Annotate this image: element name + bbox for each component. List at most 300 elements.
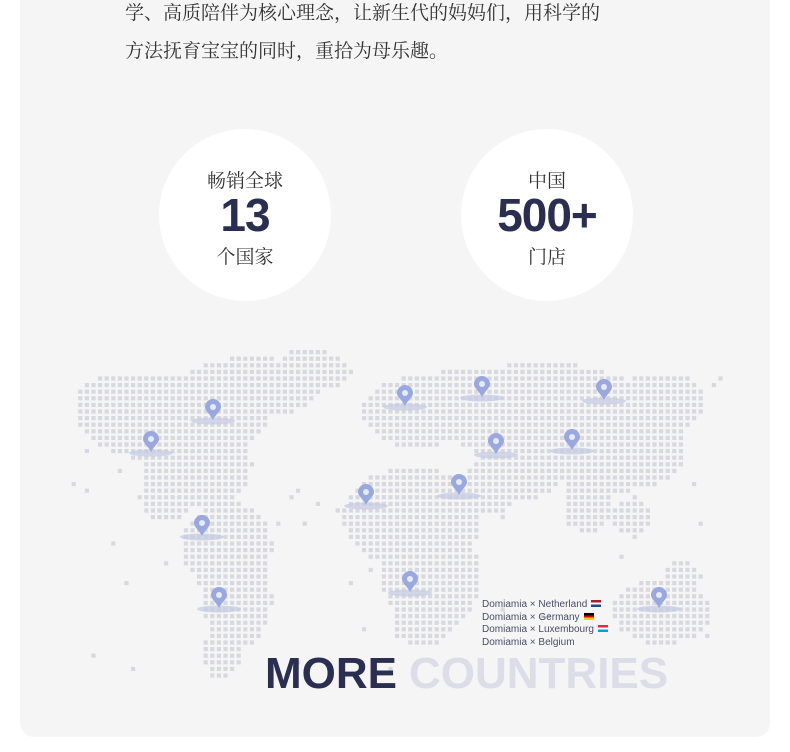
map-dot xyxy=(263,588,267,592)
map-dot xyxy=(468,442,472,446)
map-dot xyxy=(421,502,425,506)
map-dot xyxy=(237,561,241,565)
map-dot xyxy=(468,574,472,578)
map-dot xyxy=(171,489,175,493)
map-dot xyxy=(362,548,366,552)
map-dot xyxy=(85,396,89,400)
map-dot xyxy=(138,436,142,440)
map-dot xyxy=(626,416,630,420)
map-dot xyxy=(230,640,234,644)
map-dot xyxy=(230,363,234,367)
map-dot xyxy=(223,640,227,644)
map-dot xyxy=(98,409,102,413)
map-dot xyxy=(85,489,89,493)
map-dot xyxy=(223,667,227,671)
map-dot xyxy=(619,627,623,631)
map-dot xyxy=(547,409,551,413)
map-dot xyxy=(289,390,293,394)
map-dot xyxy=(679,403,683,407)
map-dot xyxy=(435,376,439,380)
map-dot xyxy=(454,621,458,625)
map-dot xyxy=(157,376,161,380)
map-dot xyxy=(441,370,445,374)
map-dot xyxy=(659,621,663,625)
map-dot xyxy=(652,449,656,453)
map-dot xyxy=(441,423,445,427)
map-dot xyxy=(309,383,313,387)
map-dot xyxy=(633,515,637,519)
map-dot xyxy=(230,436,234,440)
map-dot xyxy=(501,489,505,493)
map-dot xyxy=(507,502,511,506)
map-dot xyxy=(256,634,260,638)
map-dot xyxy=(270,376,274,380)
map-dot xyxy=(573,376,577,380)
map-dot xyxy=(560,462,564,466)
map-dot xyxy=(171,403,175,407)
map-dot xyxy=(547,370,551,374)
map-dot xyxy=(197,442,201,446)
map-dot xyxy=(329,363,333,367)
map-dot xyxy=(646,588,650,592)
map-dot xyxy=(111,396,115,400)
brand-intro-card xyxy=(20,0,770,737)
map-dot xyxy=(547,442,551,446)
map-dot xyxy=(666,449,670,453)
map-dot xyxy=(408,548,412,552)
map-dot xyxy=(461,383,465,387)
map-dot xyxy=(217,436,221,440)
map-dot xyxy=(547,482,551,486)
map-dot xyxy=(639,581,643,585)
map-dot xyxy=(250,535,254,539)
map-dot xyxy=(666,475,670,479)
map-dot xyxy=(256,423,260,427)
map-dot xyxy=(441,614,445,618)
map-dot xyxy=(666,469,670,473)
map-dot xyxy=(586,508,590,512)
map-dot xyxy=(256,548,260,552)
map-dot xyxy=(382,574,386,578)
map-dot xyxy=(388,574,392,578)
map-dot xyxy=(435,528,439,532)
map-dot xyxy=(468,469,472,473)
map-dot xyxy=(435,469,439,473)
map-dot xyxy=(237,456,241,460)
map-dot xyxy=(468,508,472,512)
map-dot xyxy=(382,390,386,394)
map-dot xyxy=(600,515,604,519)
map-dot xyxy=(619,423,623,427)
map-dot xyxy=(217,442,221,446)
map-dot xyxy=(118,396,122,400)
map-dot xyxy=(586,495,590,499)
map-dot xyxy=(415,489,419,493)
map-dot xyxy=(573,370,577,374)
map-dot xyxy=(421,409,425,413)
map-dot xyxy=(421,574,425,578)
map-dot xyxy=(342,522,346,526)
map-dot xyxy=(190,456,194,460)
map-dot xyxy=(448,528,452,532)
map-dot xyxy=(223,442,227,446)
map-dot xyxy=(210,390,214,394)
map-dot xyxy=(685,561,689,565)
map-dot xyxy=(606,456,610,460)
map-dot xyxy=(421,607,425,611)
map-dot xyxy=(250,409,254,413)
map-dot xyxy=(507,363,511,367)
map-dot xyxy=(85,449,89,453)
map-dot xyxy=(520,429,524,433)
map-dot xyxy=(382,416,386,420)
map-dot xyxy=(652,462,656,466)
map-dot xyxy=(210,660,214,664)
map-dot xyxy=(600,370,604,374)
map-dot xyxy=(421,601,425,605)
map-dot xyxy=(540,383,544,387)
map-dot xyxy=(243,456,247,460)
map-dot xyxy=(177,515,181,519)
map-dot xyxy=(672,403,676,407)
map-dot xyxy=(230,647,234,651)
map-dot xyxy=(118,423,122,427)
map-dot xyxy=(494,469,498,473)
map-dot xyxy=(639,436,643,440)
map-dot xyxy=(685,601,689,605)
map-dot xyxy=(190,462,194,466)
map-dot xyxy=(230,541,234,545)
map-dot xyxy=(177,390,181,394)
map-dot xyxy=(435,508,439,512)
map-dot xyxy=(626,475,630,479)
map-dot xyxy=(461,614,465,618)
map-dot xyxy=(237,370,241,374)
map-dot xyxy=(250,528,254,532)
map-dot xyxy=(435,390,439,394)
map-dot xyxy=(633,508,637,512)
map-dot xyxy=(223,522,227,526)
map-dot xyxy=(171,475,175,479)
map-dot xyxy=(408,640,412,644)
map-dot xyxy=(138,442,142,446)
map-dot xyxy=(369,396,373,400)
map-dot xyxy=(619,409,623,413)
map-dot xyxy=(514,403,518,407)
map-dot xyxy=(223,475,227,479)
map-dot xyxy=(520,462,524,466)
map-dot xyxy=(138,396,142,400)
map-dot xyxy=(461,522,465,526)
map-dot xyxy=(652,475,656,479)
map-dot xyxy=(223,541,227,545)
map-dot xyxy=(204,508,208,512)
map-dot xyxy=(197,383,201,387)
map-dot xyxy=(289,357,293,361)
map-dot xyxy=(151,469,155,473)
map-dot xyxy=(395,614,399,618)
intro-line-1: 学、高质陪伴为核心理念，让新生代的妈妈们，用科学的 xyxy=(125,2,601,24)
map-dot xyxy=(402,607,406,611)
map-dot xyxy=(520,449,524,453)
map-dot xyxy=(520,469,524,473)
map-dot xyxy=(474,449,478,453)
map-dot xyxy=(659,475,663,479)
map-dot xyxy=(685,409,689,413)
map-dot xyxy=(395,601,399,605)
map-dot xyxy=(263,614,267,618)
map-dot xyxy=(593,409,597,413)
map-dot xyxy=(388,489,392,493)
map-dot xyxy=(375,423,379,427)
map-dot xyxy=(606,429,610,433)
map-dot xyxy=(204,396,208,400)
map-dot xyxy=(606,508,610,512)
map-dot xyxy=(91,403,95,407)
map-dot xyxy=(243,541,247,545)
map-dot xyxy=(171,383,175,387)
map-dot xyxy=(692,621,696,625)
map-dot xyxy=(468,535,472,539)
map-dot xyxy=(309,357,313,361)
map-dot xyxy=(652,403,656,407)
map-dot xyxy=(626,462,630,466)
more-countries-headline xyxy=(265,647,668,701)
map-dot xyxy=(388,423,392,427)
map-dot xyxy=(388,409,392,413)
map-dot xyxy=(685,614,689,618)
map-dot xyxy=(151,383,155,387)
map-dot xyxy=(124,376,128,380)
map-dot xyxy=(204,442,208,446)
map-dot xyxy=(454,416,458,420)
map-dot xyxy=(454,594,458,598)
map-dot xyxy=(672,429,676,433)
map-dot xyxy=(580,436,584,440)
map-dot xyxy=(705,634,709,638)
map-dot xyxy=(210,469,214,473)
map-dot xyxy=(263,357,267,361)
map-dot xyxy=(633,383,637,387)
map-dot xyxy=(547,436,551,440)
map-dot xyxy=(190,423,194,427)
map-dot xyxy=(184,561,188,565)
map-dot xyxy=(474,489,478,493)
map-dot xyxy=(441,376,445,380)
map-dot xyxy=(256,614,260,618)
map-dot xyxy=(270,357,274,361)
map-dot xyxy=(646,640,650,644)
map-dot xyxy=(217,482,221,486)
map-dot xyxy=(461,601,465,605)
map-dot xyxy=(553,429,557,433)
map-dot xyxy=(408,522,412,526)
map-dot xyxy=(567,482,571,486)
map-dot xyxy=(316,370,320,374)
map-dot xyxy=(388,508,392,512)
map-dot xyxy=(223,627,227,631)
map-dot xyxy=(679,462,683,466)
map-dot xyxy=(494,462,498,466)
map-dot xyxy=(408,528,412,532)
map-dot xyxy=(138,495,142,499)
map-dot xyxy=(388,436,392,440)
map-dots xyxy=(72,350,723,678)
map-dot xyxy=(256,535,260,539)
map-dot xyxy=(652,436,656,440)
luxembourg-flag-icon xyxy=(598,625,608,632)
map-dot xyxy=(283,363,287,367)
map-dot xyxy=(573,363,577,367)
map-dot xyxy=(448,423,452,427)
map-dot xyxy=(151,390,155,394)
map-dot xyxy=(547,423,551,427)
map-dot xyxy=(633,588,637,592)
map-dot xyxy=(164,376,168,380)
map-dot xyxy=(421,561,425,565)
map-dot xyxy=(633,495,637,499)
map-dot xyxy=(659,416,663,420)
map-dot xyxy=(230,634,234,638)
map-dot xyxy=(157,396,161,400)
map-dot xyxy=(138,423,142,427)
map-dot xyxy=(309,390,313,394)
map-dot xyxy=(699,594,703,598)
map-dot xyxy=(652,429,656,433)
map-dot xyxy=(527,462,531,466)
map-dot xyxy=(468,489,472,493)
map-dot xyxy=(619,601,623,605)
map-dot xyxy=(243,594,247,598)
map-dot xyxy=(171,482,175,486)
map-dot xyxy=(250,607,254,611)
stat-countries-label-top: 畅销全球 xyxy=(206,170,283,192)
map-dot xyxy=(243,621,247,625)
map-dot xyxy=(355,495,359,499)
map-dot xyxy=(573,495,577,499)
map-dot xyxy=(461,594,465,598)
map-dot xyxy=(547,383,551,387)
map-dot xyxy=(111,429,115,433)
map-dot xyxy=(448,502,452,506)
map-dot xyxy=(619,614,623,618)
map-dot xyxy=(639,528,643,532)
map-dot xyxy=(395,621,399,625)
map-dot xyxy=(666,588,670,592)
map-dot xyxy=(606,462,610,466)
map-dot xyxy=(435,594,439,598)
map-dot xyxy=(692,581,696,585)
map-dot xyxy=(534,370,538,374)
map-dot xyxy=(428,634,432,638)
map-dot xyxy=(190,502,194,506)
map-dot xyxy=(190,376,194,380)
map-dot xyxy=(256,627,260,631)
map-dot xyxy=(435,429,439,433)
map-dot xyxy=(580,456,584,460)
map-dot xyxy=(362,528,366,532)
map-dot xyxy=(184,456,188,460)
map-dot xyxy=(118,390,122,394)
map-dot xyxy=(613,416,617,420)
map-dot xyxy=(428,541,432,545)
map-dot xyxy=(435,522,439,526)
map-dot xyxy=(454,574,458,578)
map-dot xyxy=(138,376,142,380)
map-dot xyxy=(639,588,643,592)
map-dot xyxy=(388,548,392,552)
map-dot xyxy=(586,462,590,466)
map-dot xyxy=(243,482,247,486)
map-dot xyxy=(382,535,386,539)
map-dot xyxy=(316,376,320,380)
stat-countries-value: 13 xyxy=(220,189,270,241)
map-dot xyxy=(652,409,656,413)
map-dot xyxy=(217,581,221,585)
map-dot xyxy=(448,574,452,578)
map-dot xyxy=(593,528,597,532)
map-dot xyxy=(243,515,247,519)
map-dot xyxy=(606,475,610,479)
map-dot xyxy=(606,495,610,499)
map-dot xyxy=(580,489,584,493)
map-dot xyxy=(98,390,102,394)
map-dot xyxy=(230,621,234,625)
map-dot xyxy=(547,363,551,367)
map-dot xyxy=(283,390,287,394)
map-dot xyxy=(223,561,227,565)
map-dot xyxy=(243,548,247,552)
map-dot xyxy=(679,634,683,638)
map-dot xyxy=(105,416,109,420)
map-dot xyxy=(428,601,432,605)
map-dot xyxy=(217,475,221,479)
map-dot xyxy=(395,528,399,532)
world-map xyxy=(20,340,770,700)
map-dot xyxy=(303,370,307,374)
map-dot xyxy=(250,462,254,466)
map-dot xyxy=(421,495,425,499)
map-dot xyxy=(151,396,155,400)
map-dot xyxy=(91,423,95,427)
map-dot xyxy=(223,376,227,380)
map-dot xyxy=(441,482,445,486)
map-dot xyxy=(547,462,551,466)
map-dot xyxy=(111,390,115,394)
map-dot xyxy=(421,614,425,618)
map-dot xyxy=(144,469,148,473)
map-dot xyxy=(692,390,696,394)
map-dot xyxy=(309,396,313,400)
map-dot xyxy=(685,621,689,625)
map-dot xyxy=(283,370,287,374)
map-dot xyxy=(230,475,234,479)
map-dot xyxy=(705,607,709,611)
map-dot xyxy=(355,528,359,532)
map-dot xyxy=(468,522,472,526)
map-dot xyxy=(507,416,511,420)
map-dot xyxy=(230,396,234,400)
map-dot xyxy=(652,581,656,585)
map-dot xyxy=(250,640,254,644)
map-dot xyxy=(204,601,208,605)
map-dot xyxy=(164,515,168,519)
map-dot xyxy=(613,376,617,380)
map-dot xyxy=(573,383,577,387)
map-dot xyxy=(527,376,531,380)
map-dot xyxy=(454,423,458,427)
map-dot xyxy=(428,416,432,420)
